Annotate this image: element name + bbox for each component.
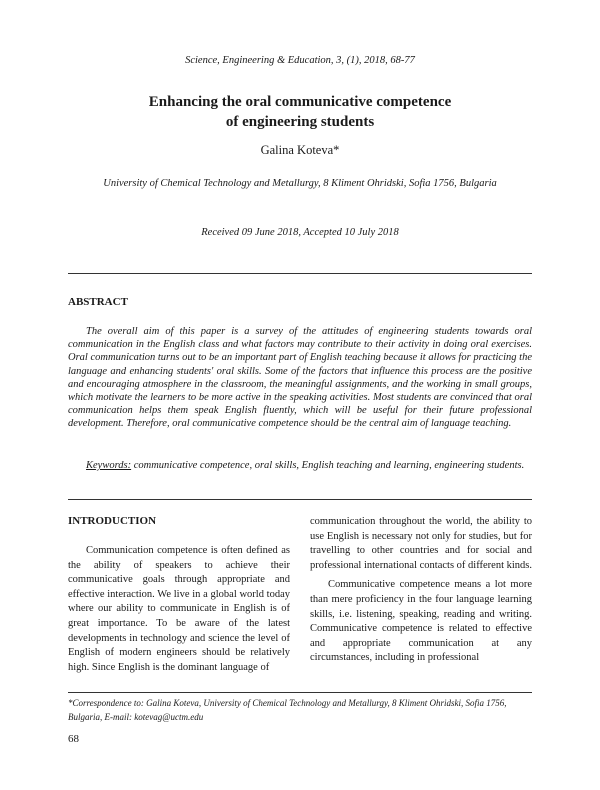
footnote-line-2: Bulgaria, E-mail: kotevag@uctm.edu <box>68 711 204 722</box>
intro-left-column: Communication competence is often defined as the ability of speakers to achieve their communicative goals through appropriate and effective interaction. We live in a global world today where our ability to communicate in English is of great importance. To be aware of the latest developments in technology and science the level of English of modern engineers should be relatively high. Since English is the dominant language of <box>68 545 290 673</box>
title-line-1: Enhancing the oral communicative competence <box>148 94 452 110</box>
divider-top <box>68 273 532 274</box>
keywords <box>68 459 532 472</box>
abstract-text: The overall aim of this paper is a survey of the attitudes of engineering students towards oral communication in the English class and what factors may contribute to their activity in doing oral exercises. Oral communication turns out to be an important part of English teaching because it allows for practicing the language and enhancing students' oral skills. Some of the factors that influence this process are the positive and encouraging atmosphere in the classroom, the meaningful assignments, and the working in small groups, which motivate the learners to be more active in the speaking activities. Most students are convinced that oral communication helps them speak English fluently, which will be useful for their future professional development. Therefore, oral communicative competence should be the central aim of language teaching. <box>68 326 532 430</box>
title-line-2: of engineering students <box>225 114 375 130</box>
footnote-divider <box>68 692 532 693</box>
footnote-line-1: *Correspondence to: Galina Koteva, University of Chemical Technology and Metallurgy, 8 Kliment Ohridski, Sofia 1756, <box>68 698 507 708</box>
paper-title <box>0 92 600 132</box>
intro-right-para-1: communication throughout the world, the ability to use English is necessary not only for studies, but for travelling to other countries and for social and professional international contacts of different kinds. <box>310 516 532 571</box>
author-name: Galina Koteva* <box>260 143 340 157</box>
page-number: 68 <box>68 733 79 745</box>
received-dates: Received 09 June 2018, Accepted 10 July 2018 <box>201 227 399 238</box>
correspondence-footnote <box>68 697 532 724</box>
keywords-text: communicative competence, oral skills, English teaching and learning, engineering students. <box>131 460 525 471</box>
divider-middle <box>68 499 532 500</box>
introduction-heading: INTRODUCTION <box>68 515 157 527</box>
intro-right-column <box>310 515 532 666</box>
keywords-label: Keywords: <box>86 460 132 471</box>
intro-right-para-2: Communicative competence means a lot more than mere proficiency in the four language learning skills, i.e. listening, speaking, reading and writing. Communicative competence is related to effective and appropriate communication at any circumstances, including in professional <box>310 579 532 664</box>
affiliation: University of Chemical Technology and Metallurgy, 8 Kliment Ohridski, Sofia 1756, Bulgaria <box>103 178 497 189</box>
journal-citation: Science, Engineering & Education, 3, (1), 2018, 68-77 <box>185 55 415 66</box>
abstract-heading: ABSTRACT <box>68 296 128 308</box>
